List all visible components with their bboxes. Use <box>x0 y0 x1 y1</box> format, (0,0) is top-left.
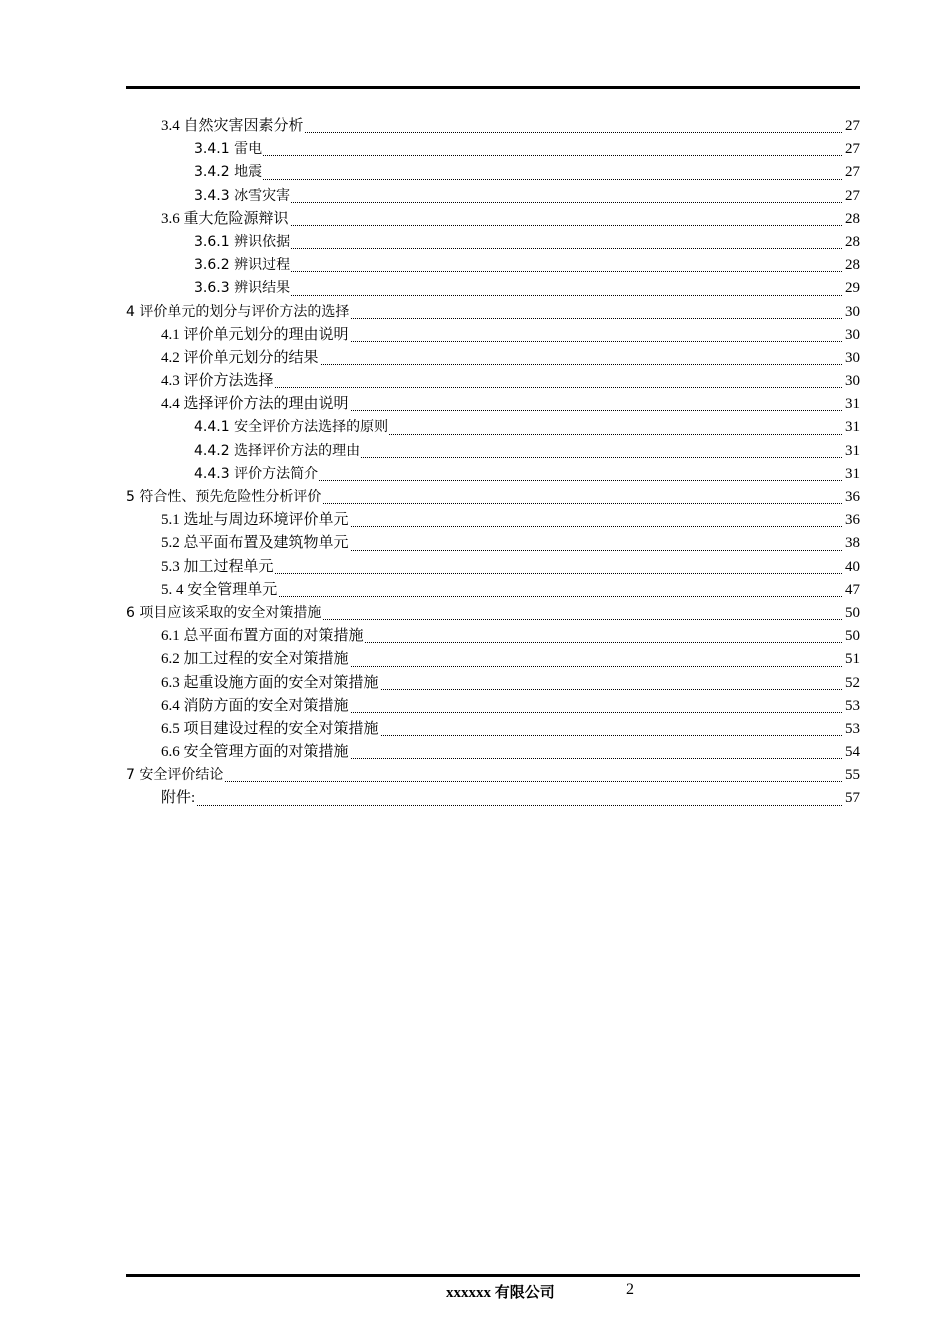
toc-entry-page-number: 50 <box>844 602 860 625</box>
header-rule <box>126 86 860 89</box>
toc-entry-title: 3.6.3 辨识结果 <box>194 277 291 300</box>
toc-entry-title: 4.4.2 选择评价方法的理由 <box>194 440 361 463</box>
toc-dot-leader <box>194 294 842 296</box>
toc-entry-title: 4.2 评价单元划分的结果 <box>161 347 320 370</box>
toc-entry-page-number: 55 <box>844 764 860 787</box>
toc-entry-page-number: 53 <box>844 718 860 741</box>
toc-entry-title: 6.5 项目建设过程的安全对策措施 <box>161 718 380 741</box>
toc-entry-title: 6.2 加工过程的安全对策措施 <box>161 648 350 671</box>
table-of-contents <box>126 115 860 811</box>
toc-entry-title: 4 评价单元的划分与评价方法的选择 <box>126 301 350 324</box>
toc-entry-page-number: 27 <box>844 115 860 138</box>
toc-dot-leader <box>194 247 842 249</box>
footer-rule <box>126 1274 860 1277</box>
toc-entry-page-number: 28 <box>844 254 860 277</box>
toc-entry[interactable] <box>126 672 860 695</box>
toc-entry[interactable] <box>126 208 860 231</box>
toc-entry-page-number: 31 <box>844 416 860 439</box>
toc-entry[interactable] <box>126 602 860 625</box>
toc-entry[interactable] <box>126 185 860 208</box>
toc-entry-page-number: 54 <box>844 741 860 764</box>
toc-dot-leader <box>194 154 842 156</box>
toc-entry[interactable] <box>126 556 860 579</box>
toc-entry[interactable] <box>126 254 860 277</box>
toc-entry-title: 4.4.1 安全评价方法选择的原则 <box>194 416 389 439</box>
toc-entry-page-number: 30 <box>844 347 860 370</box>
toc-entry-title: 7 安全评价结论 <box>126 764 224 787</box>
toc-entry-page-number: 27 <box>844 138 860 161</box>
toc-entry-page-number: 28 <box>844 231 860 254</box>
toc-entry[interactable] <box>126 509 860 532</box>
toc-entry-page-number: 30 <box>844 301 860 324</box>
toc-entry-page-number: 40 <box>844 556 860 579</box>
toc-dot-leader <box>194 178 842 180</box>
toc-entry[interactable] <box>126 463 860 486</box>
toc-entry[interactable] <box>126 486 860 509</box>
toc-entry-page-number: 27 <box>844 185 860 208</box>
toc-entry[interactable] <box>126 115 860 138</box>
toc-entry-page-number: 36 <box>844 509 860 532</box>
toc-dot-leader <box>194 270 842 272</box>
toc-entry[interactable] <box>126 718 860 741</box>
toc-entry[interactable] <box>126 161 860 184</box>
toc-entry-page-number: 30 <box>844 324 860 347</box>
toc-entry[interactable] <box>126 579 860 602</box>
toc-entry-page-number: 53 <box>844 695 860 718</box>
toc-entry-title: 6.1 总平面布置方面的对策措施 <box>161 625 365 648</box>
toc-entry-title: 5.1 选址与周边环境评价单元 <box>161 509 350 532</box>
toc-entry-title: 5 符合性、预先危险性分析评价 <box>126 486 322 509</box>
toc-entry[interactable] <box>126 324 860 347</box>
toc-entry[interactable] <box>126 231 860 254</box>
toc-dot-leader <box>161 804 842 806</box>
toc-entry-page-number: 52 <box>844 672 860 695</box>
toc-entry[interactable] <box>126 532 860 555</box>
toc-entry[interactable] <box>126 277 860 300</box>
toc-entry-title: 4.1 评价单元划分的理由说明 <box>161 324 350 347</box>
toc-entry-title: 6.3 起重设施方面的安全对策措施 <box>161 672 380 695</box>
toc-entry-title: 附件: <box>161 787 196 810</box>
toc-entry[interactable] <box>126 787 860 810</box>
toc-entry-title: 6 项目应该采取的安全对策措施 <box>126 602 322 625</box>
toc-entry-page-number: 50 <box>844 625 860 648</box>
toc-entry[interactable] <box>126 648 860 671</box>
toc-dot-leader <box>126 780 842 782</box>
footer-company-name: xxxxxx 有限公司 <box>446 1285 555 1301</box>
toc-entry-title: 6.6 安全管理方面的对策措施 <box>161 741 350 764</box>
toc-entry[interactable] <box>126 695 860 718</box>
toc-entry-page-number: 31 <box>844 440 860 463</box>
toc-entry-title: 3.4.2 地震 <box>194 161 263 184</box>
toc-entry-page-number: 31 <box>844 393 860 416</box>
toc-entry[interactable] <box>126 416 860 439</box>
toc-entry-page-number: 51 <box>844 648 860 671</box>
toc-entry-page-number: 38 <box>844 532 860 555</box>
toc-entry-page-number: 36 <box>844 486 860 509</box>
toc-dot-leader <box>194 201 842 203</box>
toc-entry-title: 3.4.3 冰雪灾害 <box>194 185 291 208</box>
toc-entry-title: 3.6.1 辨识依据 <box>194 231 291 254</box>
toc-entry-page-number: 29 <box>844 277 860 300</box>
toc-entry-page-number: 30 <box>844 370 860 393</box>
toc-entry-title: 5. 4 安全管理单元 <box>161 579 278 602</box>
toc-entry-title: 4.4.3 评价方法简介 <box>194 463 319 486</box>
toc-entry-title: 3.4 自然灾害因素分析 <box>161 115 305 138</box>
toc-entry-title: 3.6.2 辨识过程 <box>194 254 291 277</box>
toc-entry-page-number: 28 <box>844 208 860 231</box>
toc-entry-title: 4.3 评价方法选择 <box>161 370 275 393</box>
toc-entry[interactable] <box>126 440 860 463</box>
toc-entry[interactable] <box>126 370 860 393</box>
toc-entry[interactable] <box>126 764 860 787</box>
toc-entry[interactable] <box>126 138 860 161</box>
toc-entry-title: 4.4 选择评价方法的理由说明 <box>161 393 350 416</box>
toc-entry[interactable] <box>126 393 860 416</box>
toc-entry-title: 3.6 重大危险源辩识 <box>161 208 290 231</box>
toc-entry-page-number: 57 <box>844 787 860 810</box>
toc-entry[interactable] <box>126 301 860 324</box>
toc-entry-title: 3.4.1 雷电 <box>194 138 263 161</box>
footer-page-number: 2 <box>626 1281 634 1298</box>
toc-entry[interactable] <box>126 625 860 648</box>
toc-entry-page-number: 47 <box>844 579 860 602</box>
toc-entry-title: 6.4 消防方面的安全对策措施 <box>161 695 350 718</box>
toc-entry[interactable] <box>126 741 860 764</box>
toc-entry-page-number: 27 <box>844 161 860 184</box>
toc-entry-title: 5.2 总平面布置及建筑物单元 <box>161 532 350 555</box>
toc-entry[interactable] <box>126 347 860 370</box>
toc-entry-title: 5.3 加工过程单元 <box>161 556 275 579</box>
toc-entry-page-number: 31 <box>844 463 860 486</box>
